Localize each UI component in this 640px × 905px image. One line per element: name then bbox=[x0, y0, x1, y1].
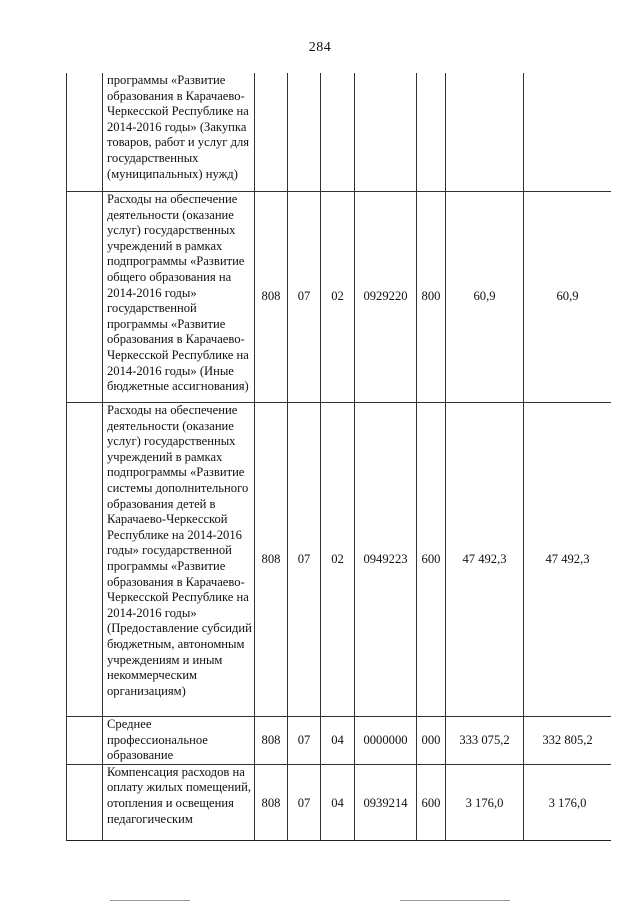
ministry-code: 808 bbox=[255, 764, 288, 841]
target-article-code: 0000000 bbox=[355, 717, 417, 765]
amount-2: 332 805,2 bbox=[524, 717, 612, 765]
row-description: Компенсация расходов на оплату жилых помещений, отопления и освещения педагогическим bbox=[103, 764, 255, 841]
section-code: 07 bbox=[288, 764, 321, 841]
amount-2: 47 492,3 bbox=[524, 403, 612, 717]
section-code: 07 bbox=[288, 403, 321, 717]
section-code: 07 bbox=[288, 192, 321, 403]
blank-cell bbox=[67, 764, 103, 841]
ministry-code: 808 bbox=[255, 717, 288, 765]
budget-table-wrapper bbox=[66, 73, 611, 841]
subsection-code: 02 bbox=[321, 192, 355, 403]
table-row bbox=[67, 73, 612, 192]
footer-rule-right bbox=[400, 900, 510, 901]
footer-rule-left bbox=[110, 900, 190, 901]
row-description: Среднее профессиональное образование bbox=[103, 717, 255, 765]
table-row bbox=[67, 717, 612, 765]
amount-1: 47 492,3 bbox=[446, 403, 524, 717]
amount-1: 3 176,0 bbox=[446, 764, 524, 841]
target-article-code: 0929220 bbox=[355, 192, 417, 403]
row-description: Расходы на обеспечение деятельности (оказание услуг) государственных учреждений в рамках подпрограммы «Развитие системы дополнительного образования детей в Карачаево-Черкесской Республике на 2014-2016 годы» государственной программы «Развитие образования в Карачаево-Черкесской Республике на 2014-2016 годы» (Предоставление субсидий бюджетным, автономным учреждениям и иным некоммерческим организациям) bbox=[103, 403, 255, 717]
amount-1 bbox=[446, 73, 524, 192]
table-row bbox=[67, 764, 612, 841]
subsection-code: 04 bbox=[321, 764, 355, 841]
expense-type-code bbox=[417, 73, 446, 192]
ministry-code: 808 bbox=[255, 403, 288, 717]
blank-cell bbox=[67, 73, 103, 192]
row-description: программы «Развитие образования в Карачаево-Черкесской Республике на 2014-2016 годы» (Закупка товаров, работ и услуг для государственных (муниципальных) нужд) bbox=[103, 73, 255, 192]
section-code: 07 bbox=[288, 717, 321, 765]
amount-2 bbox=[524, 73, 612, 192]
subsection-code bbox=[321, 73, 355, 192]
blank-cell bbox=[67, 192, 103, 403]
expense-type-code: 600 bbox=[417, 403, 446, 717]
expense-type-code: 000 bbox=[417, 717, 446, 765]
expense-type-code: 800 bbox=[417, 192, 446, 403]
section-code bbox=[288, 73, 321, 192]
page-number: 284 bbox=[308, 40, 332, 55]
target-article-code: 0949223 bbox=[355, 403, 417, 717]
budget-table bbox=[66, 73, 611, 841]
blank-cell bbox=[67, 403, 103, 717]
subsection-code: 04 bbox=[321, 717, 355, 765]
target-article-code bbox=[355, 73, 417, 192]
table-row bbox=[67, 403, 612, 717]
amount-1: 333 075,2 bbox=[446, 717, 524, 765]
subsection-code: 02 bbox=[321, 403, 355, 717]
table-row bbox=[67, 192, 612, 403]
row-description: Расходы на обеспечение деятельности (оказание услуг) государственных учреждений в рамках подпрограммы «Развитие общего образования на 2014-2016 годы» государственной программы «Развитие образования в Карачаево-Черкесской Республике на 2014-2016 годы» (Иные бюджетные ассигнования) bbox=[103, 192, 255, 403]
amount-2: 60,9 bbox=[524, 192, 612, 403]
expense-type-code: 600 bbox=[417, 764, 446, 841]
target-article-code: 0939214 bbox=[355, 764, 417, 841]
amount-2: 3 176,0 bbox=[524, 764, 612, 841]
ministry-code bbox=[255, 73, 288, 192]
ministry-code: 808 bbox=[255, 192, 288, 403]
blank-cell bbox=[67, 717, 103, 765]
amount-1: 60,9 bbox=[446, 192, 524, 403]
